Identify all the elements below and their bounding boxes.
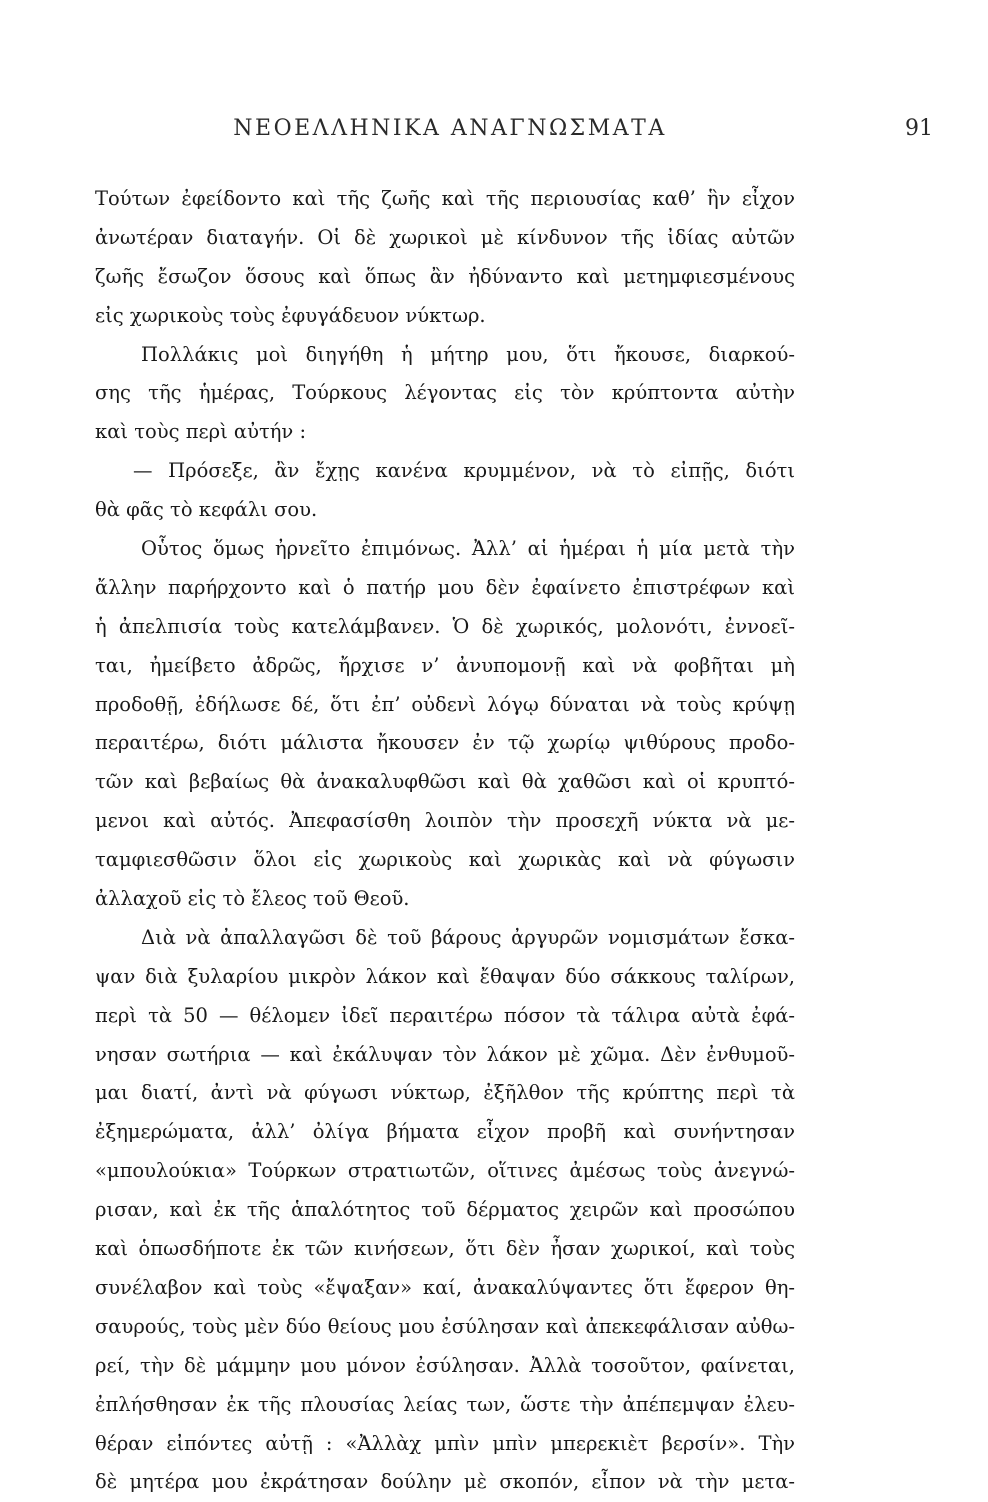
text-line: μενοι καὶ αὐτός. Ἀπεφασίσθη λοιπὸν τὴν προσεχῆ νύκτα νὰ με- bbox=[95, 809, 795, 833]
text-line: ρισαν, καὶ ἐκ τῆς ἁπαλότητος τοῦ δέρματος χειρῶν καὶ προσώπου bbox=[95, 1198, 795, 1222]
text-line: προδοθῇ, ἐδήλωσε δέ, ὅτι ἐπ’ οὐδενὶ λόγῳ δύναται νὰ τοὺς κρύψῃ bbox=[95, 692, 795, 716]
text-line: σαυρούς, τοὺς μὲν δύο θείους μου ἐσύλησαν καὶ ἀπεκεφάλισαν αὐθω- bbox=[95, 1314, 795, 1338]
text-line: ζωῆς ἔσωζον ὅσους καὶ ὅπως ἂν ἠδύναντο καὶ μετημφιεσμένους bbox=[95, 264, 795, 288]
text-line: Τούτων ἐφείδοντο καὶ τῆς ζωῆς καὶ τῆς περιουσίας καθ’ ἣν εἶχον bbox=[95, 187, 795, 210]
text-line: περαιτέρω, διότι μάλιστα ἤκουσεν ἐν τῷ χωρίῳ ψιθύρους προδο- bbox=[95, 731, 795, 755]
text-line: ἐξημερώματα, ἀλλ’ ὀλίγα βήματα εἶχον προβῆ καὶ συνήντησαν bbox=[95, 1120, 795, 1144]
text-line: μαι διατί, ἀντὶ νὰ φύγωσι νύκτωρ, ἐξῆλθον τῆς κρύπτης περὶ τὰ bbox=[95, 1081, 795, 1105]
text-line: καὶ ὁπωσδήποτε ἐκ τῶν κινήσεων, ὅτι δὲν ἦσαν χωρικοί, καὶ τοὺς bbox=[95, 1237, 795, 1261]
text-line: δὲ μητέρα μου ἐκράτησαν δούλην μὲ σκοπόν, εἶπον νὰ τὴν μετα- bbox=[95, 1470, 795, 1494]
text-line: ται, ἠμείβετο ἀδρῶς, ἤρχισε ν’ ἀνυπομονῇ καὶ νὰ φοβῆται μὴ bbox=[95, 653, 795, 677]
text-line: Οὗτος ὅμως ἠρνεῖτο ἐπιμόνως. Ἀλλ’ αἱ ἡμέραι ἡ μία μετὰ τὴν bbox=[141, 537, 795, 561]
text-line: σης τῆς ἡμέρας, Τούρκους λέγοντας εἰς τὸν κρύπτοντα αὐτὴν bbox=[95, 381, 795, 405]
text-line: ταμφιεσθῶσιν ὅλοι εἰς χωρικοὺς καὶ χωρικὰς καὶ νὰ φύγωσιν bbox=[95, 848, 795, 872]
text-line: ἄλλην παρήρχοντο καὶ ὁ πατήρ μου δὲν ἐφαίνετο ἐπιστρέφων καὶ bbox=[95, 575, 795, 599]
text-line: ἀνωτέραν διαταγήν. Οἱ δὲ χωρικοὶ μὲ κίνδυνον τῆς ἰδίας αὐτῶν bbox=[95, 225, 795, 249]
text-line: ρεί, τὴν δὲ μάμμην μου μόνον ἐσύλησαν. Ἀλλὰ τοσοῦτον, φαίνεται, bbox=[95, 1353, 795, 1377]
text-line: συνέλαβον καὶ τοὺς «ἔψαξαν» καί, ἀνακαλύψαντες ὅτι ἔφερον θη- bbox=[95, 1275, 795, 1299]
text-line: «μπουλούκια» Τούρκων στρατιωτῶν, οἵτινες ἀμέσως τοὺς ἀνεγνώ- bbox=[95, 1159, 795, 1183]
text-line: τῶν καὶ βεβαίως θὰ ἀνακαλυφθῶσι καὶ θὰ χαθῶσι καὶ οἱ κρυπτό- bbox=[95, 770, 795, 794]
text-line: εἰς χωρικοὺς τοὺς ἐφυγάδευον νύκτωρ. bbox=[95, 303, 486, 327]
text-line: θὰ φᾶς τὸ κεφάλι σου. bbox=[95, 498, 318, 522]
text-line: ψαν διὰ ξυλαρίου μικρὸν λάκον καὶ ἔθαψαν δύο σάκκους ταλίρων, bbox=[95, 964, 795, 988]
running-header-title: ΝΕΟΕΛΛΗΝΙΚΑ ΑΝΑΓΝΩΣΜΑΤΑ bbox=[233, 116, 667, 141]
page-number: 91 bbox=[905, 116, 933, 141]
text-line: Πολλάκις μοὶ διηγήθη ἡ μήτηρ μου, ὅτι ἤκουσε, διαρκού- bbox=[141, 342, 795, 366]
text-line: θέραν εἰπόντες αὐτῇ : «Ἀλλὰχ μπὶν μπὶν μπερεκιὲτ βερσίν». Τὴν bbox=[95, 1431, 795, 1455]
text-line: Διὰ νὰ ἀπαλλαγῶσι δὲ τοῦ βάρους ἀργυρῶν νομισμάτων ἔσκα- bbox=[141, 925, 795, 949]
text-line: ἀλλαχοῦ εἰς τὸ ἔλεος τοῦ Θεοῦ. bbox=[95, 887, 410, 911]
text-line: — Πρόσεξε, ἂν ἔχῃς κανένα κρυμμένον, νὰ τὸ εἰπῇς, διότι bbox=[133, 459, 795, 483]
text-line: νησαν σωτήρια — καὶ ἐκάλυψαν τὸν λάκον μὲ χῶμα. Δὲν ἐνθυμοῦ- bbox=[95, 1042, 795, 1066]
text-line: ἐπλήσθησαν ἐκ τῆς πλουσίας λείας των, ὥστε τὴν ἀπέπεμψαν ἐλευ- bbox=[95, 1392, 795, 1416]
body-text bbox=[95, 180, 795, 1502]
text-line: περὶ τὰ 50 — θέλομεν ἰδεῖ περαιτέρω πόσον τὰ τάλιρα αὐτὰ ἐφά- bbox=[95, 1003, 795, 1027]
text-line: καὶ τοὺς περὶ αὐτήν : bbox=[95, 420, 307, 444]
text-line: ἡ ἀπελπισία τοὺς κατελάμβανεν. Ὁ δὲ χωρικός, μολονότι, ἐννοεῖ- bbox=[95, 614, 795, 638]
